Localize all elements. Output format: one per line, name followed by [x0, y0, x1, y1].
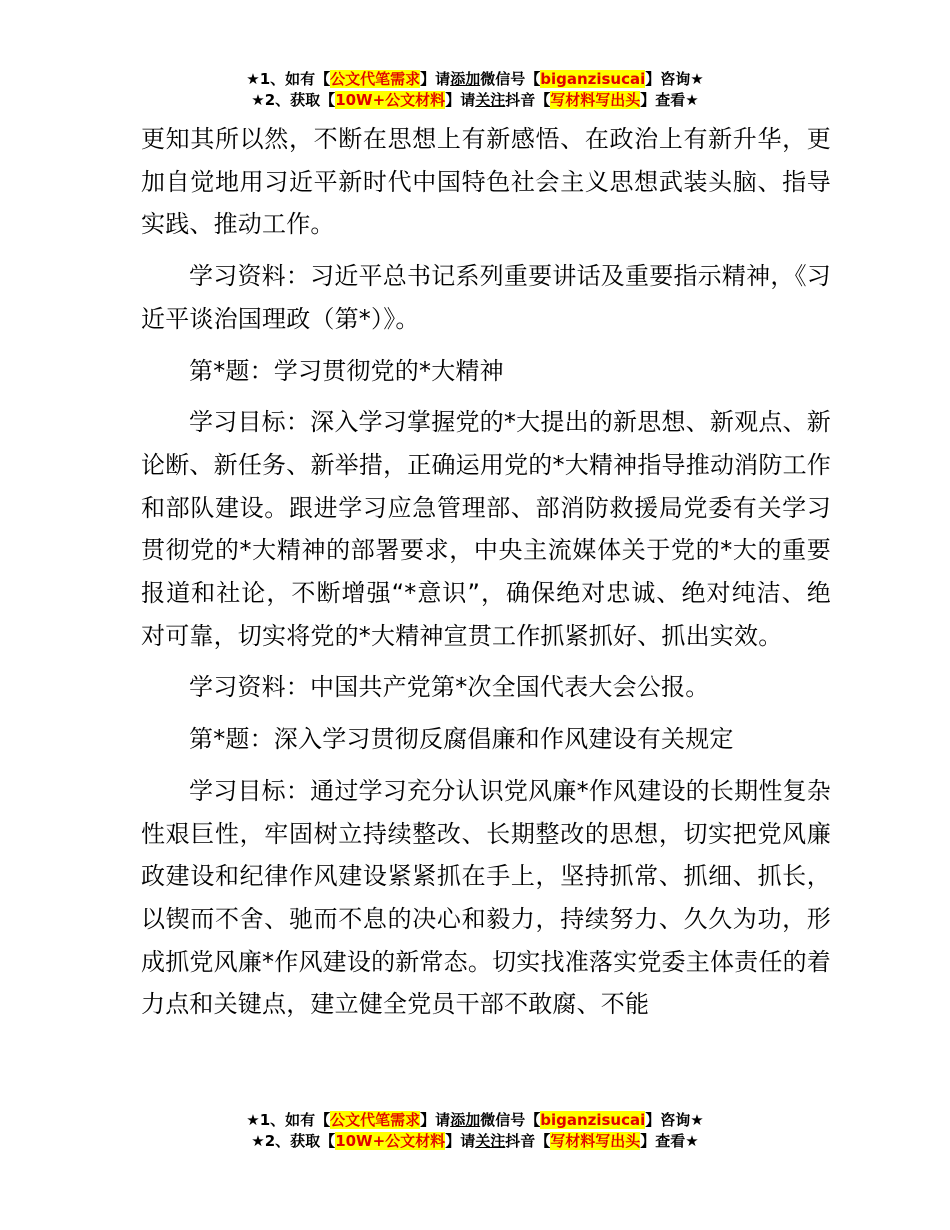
header-line-1-text: ★1、如有【 [246, 70, 331, 88]
footer-highlight-materials: 10W+公文材料 [335, 1132, 446, 1150]
header-line-1 [0, 69, 950, 90]
page-footer-banner [0, 1110, 950, 1152]
header-line-2 [0, 90, 950, 111]
footer-highlight-douyin-id: 写材料写出头 [550, 1132, 641, 1150]
paragraph-study-materials-1: 学习资料：习近平总书记系列重要讲话及重要指示精神，《习近平谈治国理政（第*）》。 [141, 262, 831, 333]
footer-highlight-wechat-id: biganzisucai [540, 1111, 646, 1129]
document-body [141, 118, 831, 1026]
header-line-1-text: 】请 [420, 70, 451, 88]
footer-underlined-word: 关注 [475, 1132, 506, 1150]
paragraph-study-goals-1: 学习目标：深入学习掌握党的*大提出的新思想、新观点、新论断、新任务、新举措，正确运用党的*大精神指导推动消防工作和部队建设。跟进学习应急管理部、部消防救援局党委有关学习贯彻党的*大精神的部署要求，中央主流媒体关于党的*大的重要报道和社论，不断增强“*意识”，确保绝对忠诚、绝对纯洁、绝对可靠，切实将党的*大精神宣贯工作抓紧抓好、抓出实效。 [141, 408, 831, 650]
paragraph-study-materials-2: 学习资料：中国共产党第*次全国代表大会公报。 [189, 673, 710, 702]
header-line-2-text: 抖音【 [505, 91, 551, 109]
footer-line-2-text: 抖音【 [505, 1132, 551, 1150]
footer-highlight-service: 公文代笔需求 [330, 1111, 421, 1129]
footer-line-1-text: 】咨询★ [645, 1111, 704, 1129]
header-highlight-douyin-id: 写材料写出头 [550, 91, 641, 109]
footer-line-2-text: 】请 [445, 1132, 476, 1150]
footer-line-1 [0, 1110, 950, 1131]
paragraph-study-goals-2: 学习目标：通过学习充分认识党风廉*作风建设的长期性复杂性艰巨性，牢固树立持续整改、长期整改的思想，切实把党风廉政建设和纪律作风建设紧紧抓在手上，坚持抓常、抓细、抓长，以锲而不舍、驰而不息的决心和毅力，持续努力、久久为功，形成抓党风廉*作风建设的新常态。切实找准落实党委主体责任的着力点和关键点，建立健全党员干部不敢腐、不能 [141, 776, 831, 1019]
header-highlight-wechat-id: biganzisucai [540, 70, 646, 88]
paragraph-topic-heading-2: 第*题：深入学习贯彻反腐倡廉和作风建设有关规定 [189, 725, 734, 754]
paragraph-continuation: 更知其所以然，不断在思想上有新感悟、在政治上有新升华，更加自觉地用习近平新时代中国特色社会主义思想武装头脑、指导实践、推动工作。 [141, 125, 831, 239]
header-highlight-service: 公文代笔需求 [330, 70, 421, 88]
footer-line-2-text: 】查看★ [640, 1132, 699, 1150]
header-line-1-text: 】咨询★ [645, 70, 704, 88]
header-line-1-text: 微信号【 [480, 70, 541, 88]
header-underlined-word: 添加 [450, 70, 481, 88]
header-highlight-materials: 10W+公文材料 [335, 91, 446, 109]
header-line-2-text: 】查看★ [640, 91, 699, 109]
footer-line-2 [0, 1131, 950, 1152]
page-header-banner [0, 69, 950, 111]
paragraph-topic-heading-1: 第*题：学习贯彻党的*大精神 [189, 356, 504, 385]
header-line-2-text: ★2、获取【 [251, 91, 336, 109]
footer-line-1-text: 微信号【 [480, 1111, 541, 1129]
header-underlined-word: 关注 [475, 91, 506, 109]
header-line-2-text: 】请 [445, 91, 476, 109]
footer-line-1-text: 】请 [420, 1111, 451, 1129]
footer-line-1-text: ★1、如有【 [246, 1111, 331, 1129]
footer-line-2-text: ★2、获取【 [251, 1132, 336, 1150]
footer-underlined-word: 添加 [450, 1111, 481, 1129]
